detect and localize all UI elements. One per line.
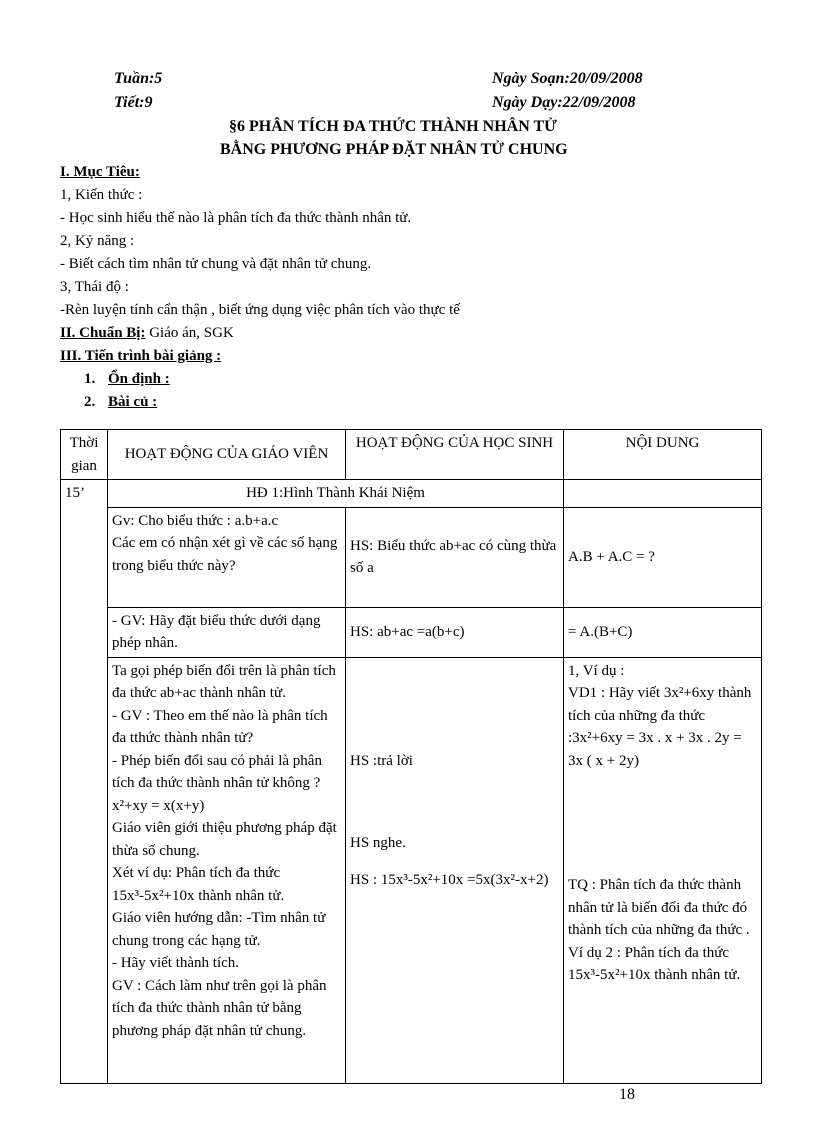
header-student: HOẠT ĐỘNG CỦA HỌC SINH	[346, 430, 564, 480]
student-line: HS : 15x³-5x²+10x =5x(3x²-x+2)	[350, 871, 549, 888]
activity-title: HĐ 1:Hình Thành Khái Niệm	[108, 480, 564, 508]
content-line: Ví dụ 2 : Phân tích đa thức 15x³-5x²+10x thành nhân tử.	[568, 944, 741, 983]
lesson-label: Tiết:9	[114, 94, 153, 111]
teacher-line: - GV : Theo em thế nào là phân tích đa tthức thành nhân tử?	[112, 707, 328, 746]
table-header-row	[61, 430, 762, 480]
content-cell-1: A.B + A.C = ?	[564, 507, 762, 607]
item-old-lesson: Bài củ :	[108, 394, 158, 410]
teacher-cell-2: - GV: Hãy đặt biểu thức dưới dạng phép nhân.	[108, 607, 346, 657]
knowledge-text: - Học sinh hiểu thế nào là phân tích đa thức thành nhân tử.	[60, 210, 412, 226]
preparation-text: Giáo án, SGK	[149, 325, 234, 341]
item-2-number: 2.	[84, 394, 96, 410]
attitude-text: -Rèn luyện tính cẩn thận , biết ứng dụng việc phân tích vào thực tế	[60, 302, 460, 318]
skills-text: - Biết cách tìm nhân tử chung và đặt nhân tử chung.	[60, 256, 372, 272]
attitude-label: 3, Thái độ :	[60, 279, 129, 295]
student-cell-3	[346, 657, 564, 1083]
teacher-line: Giáo viên giới thiệu phương pháp đặt thừa số chung.	[112, 820, 337, 859]
item-1-number: 1.	[84, 371, 96, 387]
section-objectives-heading: I. Mục Tiêu:	[60, 164, 140, 180]
teacher-line: Giáo viên hướng dẫn: -Tìm nhân tử chung trong các hạng tử.	[112, 910, 326, 949]
content-cell-2: = A.(B+C)	[564, 607, 762, 657]
teacher-line: Xét ví dụ: Phân tích đa thức 15x³-5x²+10x thành nhân tử.	[112, 865, 285, 904]
prep-date: Ngày Soạn:20/09/2008	[492, 70, 643, 87]
teacher-line: Gv: Cho biểu thức : a.b+a.c	[112, 512, 279, 529]
skills-label: 2, Kỷ năng :	[60, 233, 135, 249]
item-stabilize: Ổn định :	[108, 371, 170, 387]
empty-cell	[564, 480, 762, 508]
teacher-line: trong biểu thức này?	[112, 557, 236, 574]
teacher-line: Các em có nhận xét gì về các số hạng	[112, 535, 338, 551]
student-line: HS :trả lời	[350, 752, 413, 769]
table-row-hd-title	[61, 480, 762, 508]
header-teacher: HOẠT ĐỘNG CỦA GIÁO VIÊN	[108, 430, 346, 480]
knowledge-label: 1, Kiến thức :	[60, 187, 143, 203]
time-cell: 15’	[61, 480, 108, 1084]
student-cell-2: HS: ab+ac =a(b+c)	[346, 607, 564, 657]
teacher-cell-3	[108, 657, 346, 1083]
content-line: TQ : Phân tích đa thức thành nhân tử là biến đổi đa thức đó thành tích của những đa thức .	[568, 877, 750, 938]
teacher-line: GV : Cách làm như trên gọi là phân tích đa thức thành nhân tử bằng phương pháp đặt nhân tử chung.	[112, 977, 327, 1039]
teacher-line: x²+xy = x(x+y)	[112, 797, 205, 814]
week-label: Tuần:5	[114, 70, 163, 87]
preparation-line	[60, 325, 234, 342]
teacher-line: - Phép biến đổi sau có phải là phân tích đa thức thành nhân tử không ?	[112, 752, 322, 791]
teacher-line: Ta gọi phép biến đổi trên là phân tích đa thức ab+ac thành nhân tử.	[112, 662, 336, 701]
teacher-cell-1	[108, 507, 346, 607]
table-row	[61, 657, 762, 1083]
table-row	[61, 607, 762, 657]
title-line-1: §6 PHÂN TÍCH ĐA THỨC THÀNH NHÂN TỬ	[229, 118, 557, 135]
teach-date: Ngày Dạy:22/09/2008	[492, 94, 636, 111]
preparation-heading: II. Chuẩn Bị:	[60, 325, 146, 341]
content-line: 1, Ví dụ :	[568, 662, 625, 679]
content-cell-3	[564, 657, 762, 1083]
page-number: 18	[619, 1086, 635, 1103]
lesson-table	[60, 429, 762, 1084]
student-cell-1: HS: Biểu thức ab+ac có cùng thừa số a	[346, 507, 564, 607]
header-content: NỘI DUNG	[564, 430, 762, 480]
teacher-line: - Hãy viết thành tích.	[112, 955, 240, 971]
student-line: HS nghe.	[350, 835, 406, 851]
title-line-2: BẰNG PHƯƠNG PHÁP ĐẶT NHÂN TỬ CHUNG	[220, 141, 568, 158]
content-line: VD1 : Hãy viết 3x²+6xy thành tích của những đa thức :3x²+6xy = 3x . x + 3x . 2y = 3x ( x + 2y)	[568, 685, 752, 769]
procedure-heading: III. Tiến trình bài giảng :	[60, 348, 222, 364]
table-row	[61, 507, 762, 607]
header-time: Thời gian	[61, 430, 108, 480]
